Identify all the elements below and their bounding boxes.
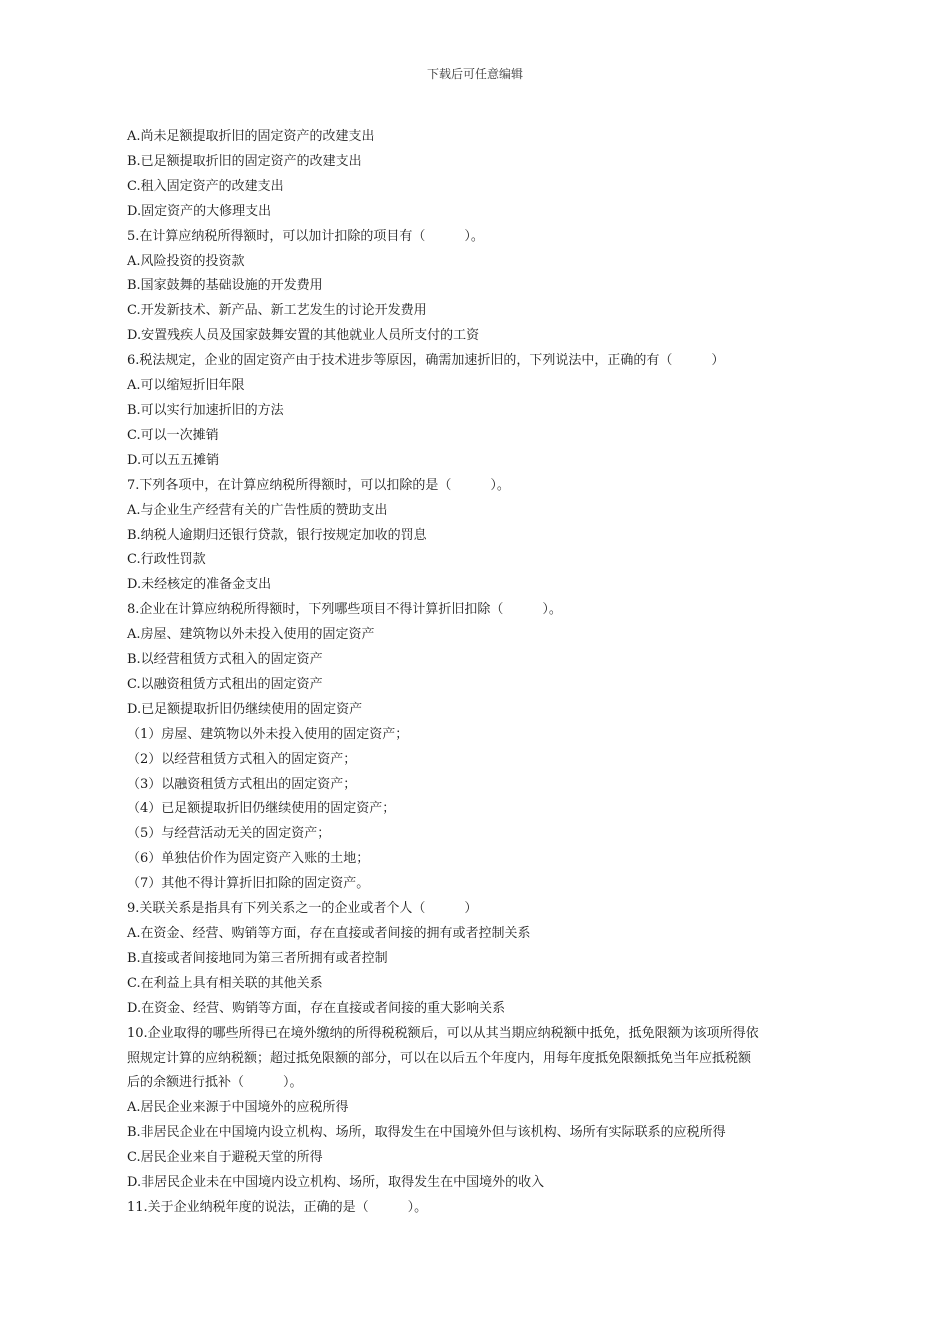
option-line: A.在资金、经营、购销等方面，存在直接或者间接的拥有或者控制关系 <box>127 926 531 941</box>
question-line: 后的余额进行抵补（ ）。 <box>127 1075 303 1091</box>
option-line: C.行政性罚款 <box>127 552 206 568</box>
option-line: B.已足额提取折旧的固定资产的改建支出 <box>127 153 362 169</box>
note-line: （4）已足额提取折旧仍继续使用的固定资产； <box>127 801 396 817</box>
option-line: D.在资金、经营、购销等方面，存在直接或者间接的重大影响关系 <box>127 1000 506 1016</box>
option-line: C.居民企业来自于避税天堂的所得 <box>127 1150 323 1166</box>
question-line: 11.关于企业纳税年度的说法，正确的是（ ）。 <box>127 1199 428 1215</box>
option-line: A.房屋、建筑物以外未投入使用的固定资产 <box>127 627 375 643</box>
option-line: B.非居民企业在中国境内设立机构、场所，取得发生在中国境外但与该机构、场所有实际联系的应税所得 <box>127 1125 726 1141</box>
option-line: D.未经核定的准备金支出 <box>127 577 272 593</box>
option-line: D.可以五五摊销 <box>127 452 220 468</box>
question-line: 10.企业取得的哪些所得已在境外缴纳的所得税税额后，可以从其当期应纳税额中抵免，抵免限额为该项所得依 <box>127 1025 759 1041</box>
question-line: 7.下列各项中，在计算应纳税所得额时，可以扣除的是（ ）。 <box>127 477 510 493</box>
question-line: 8.企业在计算应纳税所得额时，下列哪些项目不得计算折旧扣除（ ）。 <box>127 602 562 618</box>
note-line: （6）单独估价作为固定资产入账的土地； <box>127 851 370 867</box>
option-line: D.已足额提取折旧仍继续使用的固定资产 <box>127 701 363 717</box>
option-line: C.在利益上具有相关联的其他关系 <box>127 975 323 991</box>
question-line: 5.在计算应纳税所得额时，可以加计扣除的项目有（ ）。 <box>127 228 484 244</box>
note-line: （1）房屋、建筑物以外未投入使用的固定资产； <box>127 726 409 742</box>
option-line: D.非居民企业未在中国境内设立机构、场所，取得发生在中国境外的收入 <box>127 1175 545 1191</box>
option-line: A.可以缩短折旧年限 <box>127 378 245 394</box>
option-line: D.安置残疾人员及国家鼓舞安置的其他就业人员所支付的工资 <box>127 328 480 344</box>
option-line: B.以经营租赁方式租入的固定资产 <box>127 652 323 668</box>
option-line: A.与企业生产经营有关的广告性质的赞助支出 <box>127 502 388 518</box>
question-line: 6.税法规定，企业的固定资产由于技术进步等原因，确需加速折旧的，下列说法中，正确的有（ ） <box>127 353 725 369</box>
option-line: C.以融资租赁方式租出的固定资产 <box>127 676 323 692</box>
option-line: C.开发新技术、新产品、新工艺发生的讨论开发费用 <box>127 303 427 319</box>
option-line: A.居民企业来源于中国境外的应税所得 <box>127 1100 349 1116</box>
page-header: 下载后可任意编辑 <box>426 67 523 81</box>
note-line: （2）以经营租赁方式租入的固定资产； <box>127 751 357 767</box>
option-line: B.直接或者间接地同为第三者所拥有或者控制 <box>127 950 388 966</box>
document-body <box>127 125 827 1221</box>
option-line: D.固定资产的大修理支出 <box>127 203 272 219</box>
option-line: C.可以一次摊销 <box>127 427 219 443</box>
note-line: （3）以融资租赁方式租出的固定资产； <box>127 776 357 792</box>
option-line: A.尚未足额提取折旧的固定资产的改建支出 <box>127 129 375 144</box>
question-line: 照规定计算的应纳税额；超过抵免限额的部分，可以在以后五个年度内，用每年度抵免限额抵免当年应抵税额 <box>127 1050 752 1066</box>
note-line: （5）与经营活动无关的固定资产； <box>127 826 331 842</box>
note-line: （7）其他不得计算折旧扣除的固定资产。 <box>127 876 370 892</box>
question-line: 9.关联关系是指具有下列关系之一的企业或者个人（ ） <box>127 901 478 917</box>
option-line: A.风险投资的投资款 <box>127 253 245 269</box>
option-line: B.纳税人逾期归还银行贷款，银行按规定加收的罚息 <box>127 527 427 543</box>
option-line: B.可以实行加速折旧的方法 <box>127 402 284 418</box>
option-line: B.国家鼓舞的基础设施的开发费用 <box>127 278 323 294</box>
option-line: C.租入固定资产的改建支出 <box>127 178 284 194</box>
